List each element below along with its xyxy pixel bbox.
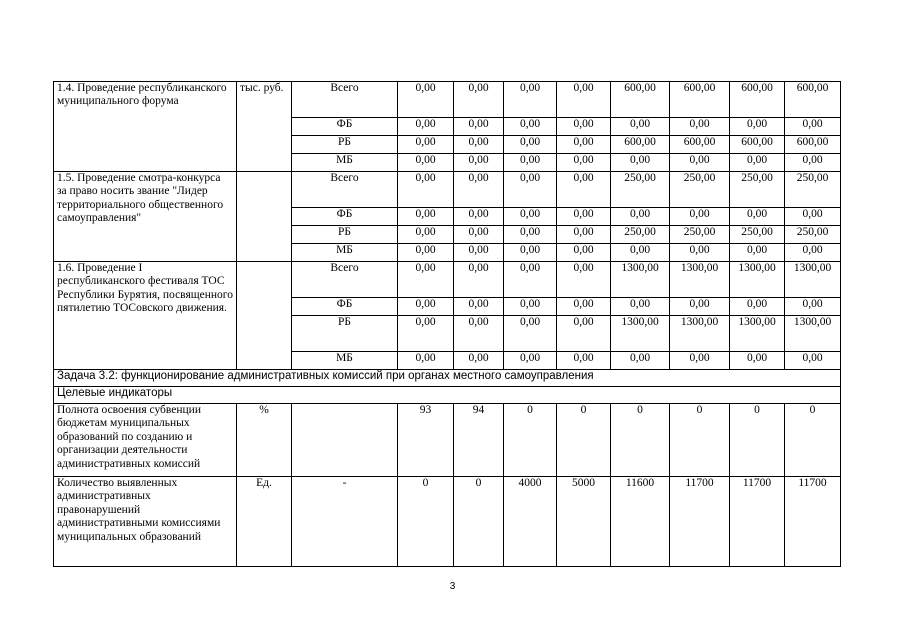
value-cell: 250,00 <box>670 226 730 244</box>
value-cell: 600,00 <box>611 136 670 154</box>
value-cell: 600,00 <box>611 82 670 118</box>
funding-source: ФБ <box>292 208 398 226</box>
value-cell: 0,00 <box>454 226 504 244</box>
value-cell: 0,00 <box>398 352 454 370</box>
unit-cell: % <box>237 404 292 477</box>
section-title: 1.6. Проведение I республиканского фестиваля ТОС Республики Бурятия, посвященного пятилетию ТОСовского движения. <box>54 262 237 370</box>
value-cell: 600,00 <box>730 136 785 154</box>
value-cell: 0,00 <box>454 118 504 136</box>
value-cell: 1300,00 <box>611 316 670 352</box>
value-cell: 0,00 <box>398 118 454 136</box>
value-cell: 250,00 <box>730 226 785 244</box>
value-cell: 0,00 <box>670 244 730 262</box>
task-row <box>54 370 841 387</box>
value-cell: 0,00 <box>611 154 670 172</box>
value-cell: 0,00 <box>557 244 611 262</box>
table-row <box>54 262 841 298</box>
value-cell: 0,00 <box>504 352 557 370</box>
value-cell: 0,00 <box>785 154 841 172</box>
value-cell: 0,00 <box>785 244 841 262</box>
indicator-title: Полнота освоения субвенции бюджетам муниципальных образований по созданию и организации деятельности административных комиссий <box>54 404 237 477</box>
unit-cell: тыс. руб. <box>237 82 292 172</box>
value-cell: 0,00 <box>611 118 670 136</box>
value-cell: 250,00 <box>730 172 785 208</box>
value-cell: 0,00 <box>454 316 504 352</box>
value-cell: 0,00 <box>454 244 504 262</box>
value-cell: 0,00 <box>398 244 454 262</box>
value-cell: 0,00 <box>504 316 557 352</box>
funding-source: РБ <box>292 316 398 352</box>
funding-source: Всего <box>292 262 398 298</box>
value-cell: 0,00 <box>670 118 730 136</box>
value-cell: 0 <box>730 404 785 477</box>
value-cell: 93 <box>398 404 454 477</box>
value-cell: 1300,00 <box>730 262 785 298</box>
value-cell: 0,00 <box>398 316 454 352</box>
value-cell: 0 <box>611 404 670 477</box>
value-cell: 0,00 <box>785 118 841 136</box>
funding-source: Всего <box>292 172 398 208</box>
value-cell: 250,00 <box>611 172 670 208</box>
value-cell: 1300,00 <box>730 316 785 352</box>
unit-cell: Ед. <box>237 477 292 567</box>
value-cell: 0,00 <box>730 298 785 316</box>
value-cell: 250,00 <box>785 172 841 208</box>
value-cell: 11700 <box>785 477 841 567</box>
value-cell: 0,00 <box>785 298 841 316</box>
task-header: Задача 3.2: функционирование административных комиссий при органах местного самоуправления <box>54 370 841 387</box>
indicator-title: Количество выявленных административных правонарушений административными комиссиями муниципальных образований <box>54 477 237 567</box>
value-cell: 1300,00 <box>785 316 841 352</box>
indicator-row <box>54 404 841 477</box>
section-title: 1.5. Проведение смотра-конкурса за право носить звание "Лидер территориального общественного самоуправления" <box>54 172 237 262</box>
value-cell: 0 <box>504 404 557 477</box>
value-cell: 0,00 <box>730 154 785 172</box>
funding-source: МБ <box>292 352 398 370</box>
value-cell: 600,00 <box>670 82 730 118</box>
value-cell: 0,00 <box>785 208 841 226</box>
value-cell: 0,00 <box>730 118 785 136</box>
funding-source: РБ <box>292 136 398 154</box>
funding-source: Всего <box>292 82 398 118</box>
value-cell: 0 <box>670 404 730 477</box>
value-cell: 1300,00 <box>785 262 841 298</box>
funding-source: ФБ <box>292 118 398 136</box>
value-cell: 0,00 <box>557 352 611 370</box>
value-cell: 0 <box>454 477 504 567</box>
funding-source <box>292 404 398 477</box>
value-cell: 250,00 <box>785 226 841 244</box>
value-cell: 0,00 <box>504 154 557 172</box>
value-cell: 1300,00 <box>670 262 730 298</box>
value-cell: 0,00 <box>398 82 454 118</box>
value-cell: 0 <box>557 404 611 477</box>
value-cell: 0,00 <box>454 352 504 370</box>
value-cell: 0,00 <box>454 136 504 154</box>
value-cell: 0,00 <box>398 298 454 316</box>
value-cell: 250,00 <box>611 226 670 244</box>
page-number: 3 <box>449 581 456 592</box>
value-cell: 0,00 <box>730 352 785 370</box>
value-cell: 0,00 <box>454 154 504 172</box>
funding-source: МБ <box>292 244 398 262</box>
value-cell: 0 <box>398 477 454 567</box>
value-cell: 600,00 <box>730 82 785 118</box>
value-cell: 0,00 <box>398 226 454 244</box>
value-cell: 0,00 <box>454 82 504 118</box>
funding-source: РБ <box>292 226 398 244</box>
budget-table <box>53 81 841 567</box>
value-cell: 0,00 <box>398 208 454 226</box>
unit-cell <box>237 262 292 370</box>
value-cell: 0,00 <box>557 226 611 244</box>
value-cell: 0,00 <box>611 244 670 262</box>
value-cell: 4000 <box>504 477 557 567</box>
value-cell: 0,00 <box>670 298 730 316</box>
value-cell: 0,00 <box>670 208 730 226</box>
value-cell: 0,00 <box>504 136 557 154</box>
value-cell: 250,00 <box>670 172 730 208</box>
value-cell: 0,00 <box>454 262 504 298</box>
value-cell: 0,00 <box>557 118 611 136</box>
value-cell: 0,00 <box>557 208 611 226</box>
table-body <box>54 82 841 567</box>
value-cell: 94 <box>454 404 504 477</box>
value-cell: 0,00 <box>504 208 557 226</box>
value-cell: 0,00 <box>504 172 557 208</box>
value-cell: 0,00 <box>398 154 454 172</box>
table-row <box>54 82 841 118</box>
value-cell: 0,00 <box>611 352 670 370</box>
value-cell: 11700 <box>670 477 730 567</box>
value-cell: 0,00 <box>557 154 611 172</box>
value-cell: 0,00 <box>557 316 611 352</box>
value-cell: 0,00 <box>398 136 454 154</box>
table-row <box>54 172 841 208</box>
value-cell: 0,00 <box>557 136 611 154</box>
funding-source: - <box>292 477 398 567</box>
value-cell: 0,00 <box>504 262 557 298</box>
section-title: 1.4. Проведение республиканского муниципального форума <box>54 82 237 172</box>
funding-source: МБ <box>292 154 398 172</box>
value-cell: 1300,00 <box>611 262 670 298</box>
value-cell: 0,00 <box>557 298 611 316</box>
value-cell: 600,00 <box>785 136 841 154</box>
value-cell: 0,00 <box>611 298 670 316</box>
value-cell: 0,00 <box>557 82 611 118</box>
unit-cell <box>237 172 292 262</box>
value-cell: 600,00 <box>670 136 730 154</box>
value-cell: 0,00 <box>504 298 557 316</box>
value-cell: 0,00 <box>504 118 557 136</box>
value-cell: 0,00 <box>557 172 611 208</box>
value-cell: 0,00 <box>611 208 670 226</box>
value-cell: 0,00 <box>398 172 454 208</box>
indicators-header: Целевые индикаторы <box>54 387 841 404</box>
value-cell: 5000 <box>557 477 611 567</box>
value-cell: 1300,00 <box>670 316 730 352</box>
indicator-row <box>54 477 841 567</box>
value-cell: 0 <box>785 404 841 477</box>
value-cell: 0,00 <box>504 244 557 262</box>
value-cell: 0,00 <box>670 352 730 370</box>
value-cell: 11700 <box>730 477 785 567</box>
value-cell: 11600 <box>611 477 670 567</box>
value-cell: 0,00 <box>785 352 841 370</box>
value-cell: 0,00 <box>398 262 454 298</box>
value-cell: 0,00 <box>454 208 504 226</box>
value-cell: 0,00 <box>504 82 557 118</box>
value-cell: 0,00 <box>730 244 785 262</box>
value-cell: 0,00 <box>557 262 611 298</box>
indicators-row <box>54 387 841 404</box>
value-cell: 0,00 <box>730 208 785 226</box>
value-cell: 0,00 <box>504 226 557 244</box>
value-cell: 0,00 <box>670 154 730 172</box>
value-cell: 0,00 <box>454 298 504 316</box>
funding-source: ФБ <box>292 298 398 316</box>
value-cell: 0,00 <box>454 172 504 208</box>
value-cell: 600,00 <box>785 82 841 118</box>
